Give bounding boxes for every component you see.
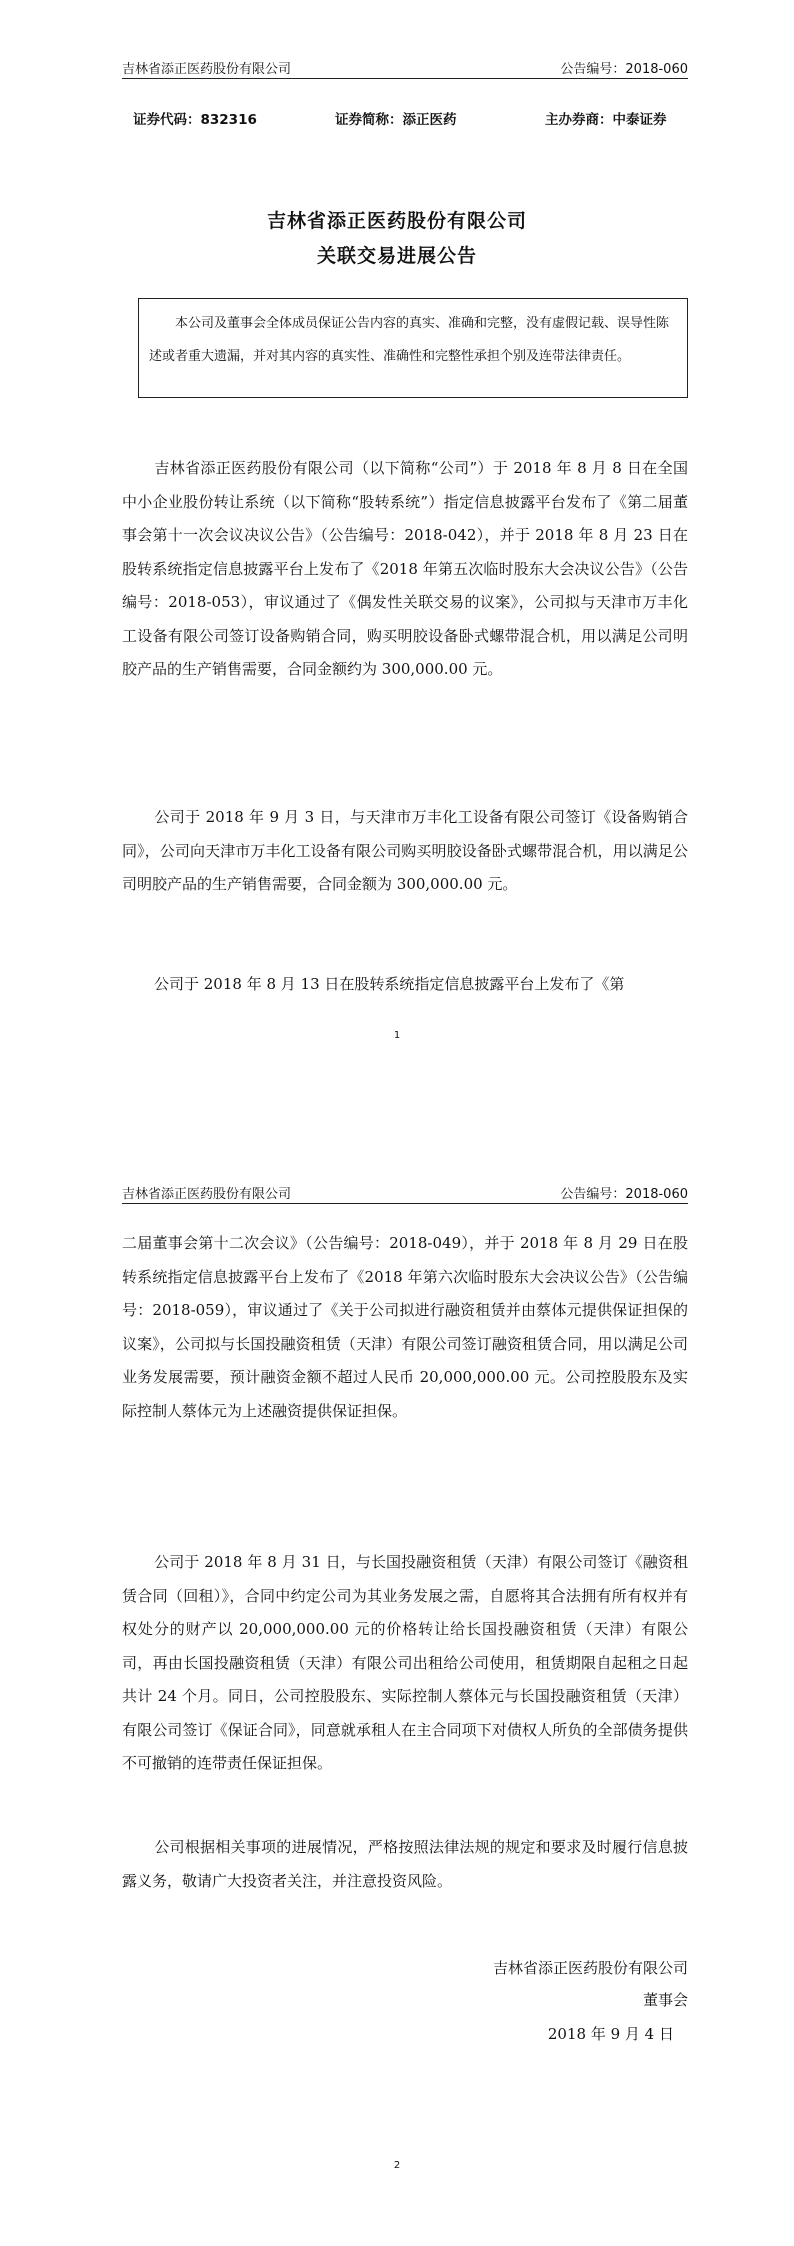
sponsor-broker: 主办券商：中泰证券 [545,112,667,128]
disclaimer-box [138,298,688,398]
header-notice-number: 公告编号：2018-060 [560,62,688,77]
page-number: 2 [393,2160,401,2171]
signature-company: 吉林省添正医药股份有限公司 [492,1959,688,1977]
body-paragraph-continued: 二届董事会第十二次会议》（公告编号：2018-049），并于 2018 年 8 月 29 日在股转系统指定信息披露平台上发布了《2018 年第六次临时股东大会决议公告》（公告编号：2018-059），审议通过了《关于公司拟进行融资租赁并由蔡体元提供保证担保的议案》，公司拟与长国投融资租赁（天津）有限公司签订融资租赁合同，用以满足公司业务发展需要，预计融资金额不超过人民币 20,000,000.00 元。公司控股股东及实际控制人蔡体元为上述融资提供保证担保。 [122,1234,688,1420]
page-header [122,1181,688,1204]
document-title-company: 吉林省添正医药股份有限公司 [266,210,527,232]
page-2 [0,1123,794,2246]
body-paragraph-1: 吉林省添正医药股份有限公司（以下简称“公司”）于 2018 年 8 月 8 日在全国中小企业股份转让系统（以下简称“股转系统”）指定信息披露平台发布了《第二届董事会第十一次会议决议公告》（公告编号：2018-042），并于 2018 年 8 月 23 日在股转系统指定信息披露平台上发布了《2018 年第五次临时股东大会决议公告》（公告编号：2018-053），审议通过了《偶发性关联交易的议案》，公司拟与天津市万丰化工设备有限公司签订设备购销合同，购买明胶设备卧式螺带混合机，用以满足公司明胶产品的生产销售需要，合同金额约为 300,000.00 元。 [122,459,688,678]
header-company: 吉林省添正医药股份有限公司 [122,1187,292,1202]
page-number: 1 [393,1030,401,1041]
body-paragraph-financing: 公司于 2018 年 8 月 31 日，与长国投融资租赁（天津）有限公司签订《融资租赁合同（回租）》，合同中约定公司为其业务发展之需，自愿将其合法拥有所有权并有权处分的财产以 20,000,000.00 元的价格转让给长国投融资租赁（天津）有限公司，再由长国投融资租赁（天津）有限公司出租给公司使用，租赁期限自起租之日起共计 24 个月。同日，公司控股股东、实际控制人蔡体元与长国投融资租赁（天津）有限公司签订《保证合同》，同意就承租人在主合同项下对债权人所负的全部债务提供不可撤销的连带责任保证担保。 [122,1553,688,1772]
signature-board: 董事会 [642,1991,688,2009]
securities-code: 证券代码：832316 [133,112,257,128]
signature-date: 2018 年 9 月 4 日 [547,2025,674,2043]
document-title-subject: 关联交易进展公告 [316,245,477,267]
disclaimer-text: 本公司及董事会全体成员保证公告内容的真实、准确和完整，没有虚假记载、误导性陈述或者重大遗漏，并对其内容的真实性、准确性和完整性承担个别及连带法律责任。 [149,316,670,364]
securities-short-name: 证券简称：添正医药 [335,112,457,128]
page-header [122,56,688,79]
body-paragraph-closing: 公司根据相关事项的进展情况，严格按照法律法规的规定和要求及时履行信息披露义务，敬请广大投资者关注，并注意投资风险。 [122,1838,688,1890]
body-paragraph-3: 公司于 2018 年 8 月 13 日在股转系统指定信息披露平台上发布了《第 [154,975,625,993]
header-notice-number: 公告编号：2018-060 [560,1187,688,1202]
body-paragraph-2: 公司于 2018 年 9 月 3 日，与天津市万丰化工设备有限公司签订《设备购销合同》，公司向天津市万丰化工设备有限公司购买明胶设备卧式螺带混合机，用以满足公司明胶产品的生产销售需要，合同金额为 300,000.00 元。 [122,808,688,893]
header-company: 吉林省添正医药股份有限公司 [122,62,292,77]
